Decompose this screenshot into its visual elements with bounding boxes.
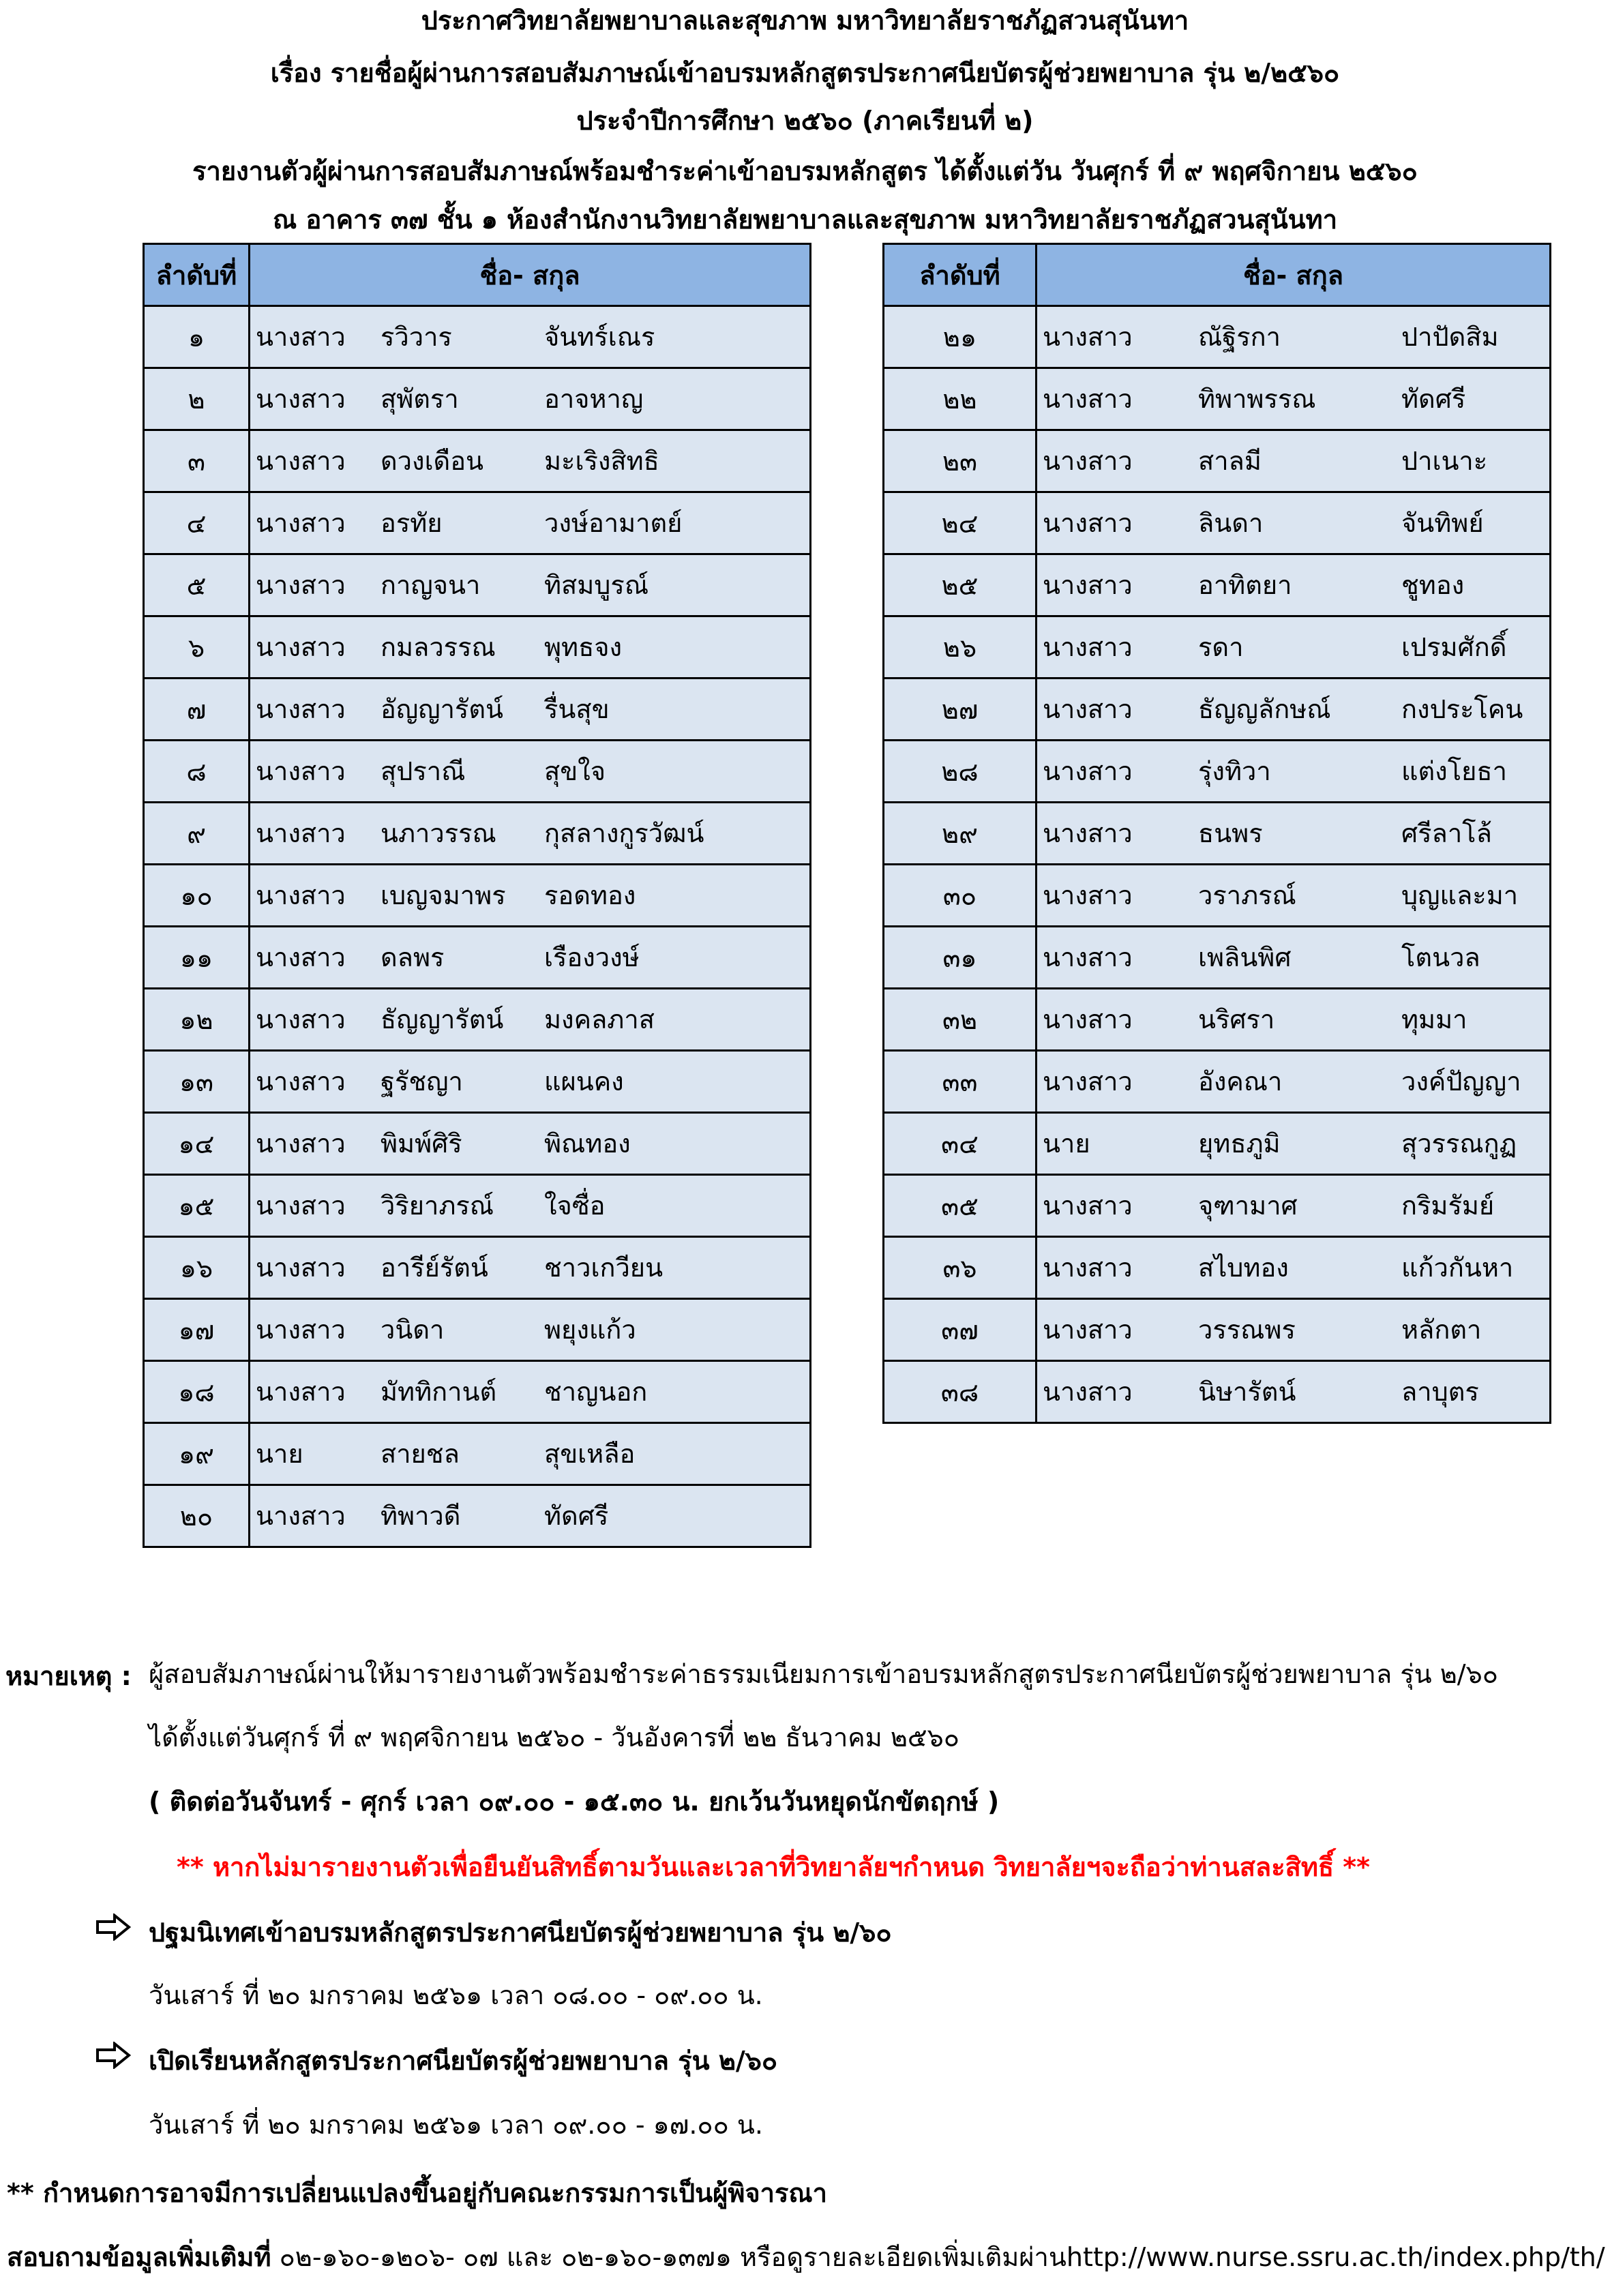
table-row (884, 1175, 1551, 1237)
table-row (144, 865, 811, 927)
first-name: รดา (1198, 632, 1244, 662)
opening-time: วันเสาร์ ที่ ๒๐ มกราคม ๒๕๖๑ เวลา ๐๙.๐๐ - ๑๗.๐๐ น. (149, 2110, 763, 2140)
first-name: ลินดา (1198, 508, 1264, 538)
name-title: นางสาว (256, 1501, 346, 1531)
first-name: เบญจมาพร (381, 880, 506, 910)
table-row (144, 554, 811, 616)
last-name: ทัดศรี (544, 1501, 609, 1531)
row-number: ๑๕ (144, 1175, 250, 1237)
first-name: ธัญญลักษณ์ (1198, 694, 1331, 724)
table-row (144, 1051, 811, 1113)
full-name-cell (250, 1051, 811, 1113)
name-title: นางสาว (256, 756, 346, 786)
row-number: ๓๒ (884, 989, 1037, 1051)
arrow-right-icon (95, 2042, 131, 2069)
name-title: นางสาว (1043, 384, 1133, 414)
name-title: นางสาว (256, 694, 346, 724)
last-name: แก้วกันหา (1401, 1253, 1514, 1283)
first-name: มัททิกานต์ (381, 1377, 497, 1407)
last-name: วงษ์อามาตย์ (544, 508, 683, 538)
name-title: นางสาว (1043, 508, 1133, 538)
name-title: นางสาว (256, 1253, 346, 1283)
first-name: รุ่งทิวา (1198, 756, 1271, 786)
opening-title: เปิดเรียนหลักสูตรประกาศนียบัตรผู้ช่วยพยาบาล รุ่น ๒/๖๐ (149, 2046, 778, 2076)
first-name: นริศรา (1198, 1004, 1275, 1034)
first-name: สาลมี (1198, 446, 1262, 476)
full-name-cell (250, 927, 811, 989)
first-name: สไบทอง (1198, 1253, 1289, 1283)
contact-label: สอบถามข้อมูลเพิ่มเติมที่ (7, 2242, 271, 2272)
name-title: นางสาว (256, 818, 346, 848)
name-title: นางสาว (1043, 632, 1133, 662)
table-row (144, 430, 811, 492)
last-name: พยุงแก้ว (544, 1315, 636, 1345)
first-name: ฐรัชญา (381, 1067, 463, 1097)
last-name: แต่งโยธา (1401, 756, 1507, 786)
table-row (144, 492, 811, 554)
first-name: ธนพร (1198, 818, 1263, 848)
name-title: นางสาว (256, 322, 346, 352)
name-title: นางสาว (256, 632, 346, 662)
name-title: นางสาว (1043, 322, 1133, 352)
first-name: นภาวรรณ (381, 818, 496, 848)
full-name-cell (1037, 679, 1551, 741)
full-name-cell (1037, 554, 1551, 616)
row-number: ๒๒ (884, 368, 1037, 430)
notes-line-2: ได้ตั้งแต่วันศุกร์ ที่ ๙ พฤศจิกายน ๒๕๖๐ - วันอังคารที่ ๒๒ ธันวาคม ๒๕๖๐ (149, 1723, 959, 1753)
last-name: เปรมศักดิ์ (1401, 632, 1507, 662)
column-header-number: ลำดับที่ (144, 244, 250, 306)
full-name-cell (250, 1361, 811, 1423)
table-row (144, 1175, 811, 1237)
full-name-cell (250, 1113, 811, 1175)
last-name: ทัดศรี (1401, 384, 1466, 414)
full-name-cell (250, 1485, 811, 1547)
first-name: อังคณา (1198, 1067, 1283, 1097)
full-name-cell (250, 803, 811, 865)
row-number: ๒ (144, 368, 250, 430)
table-row (884, 741, 1551, 803)
full-name-cell (1037, 741, 1551, 803)
last-name: บุญและมา (1401, 880, 1519, 910)
table-row (144, 989, 811, 1051)
row-number: ๑๓ (144, 1051, 250, 1113)
first-name: ณัฐิรกา (1198, 322, 1281, 352)
last-name: เรืองวงษ์ (544, 942, 640, 972)
first-name: ธัญญารัตน์ (381, 1004, 504, 1034)
last-name: สุวรรณกูฏ (1401, 1129, 1517, 1159)
table-row (884, 1051, 1551, 1113)
name-title: นาย (1043, 1129, 1090, 1159)
full-name-cell (1037, 430, 1551, 492)
last-name: ชาวเกวียน (544, 1253, 664, 1283)
row-number: ๒๑ (884, 306, 1037, 368)
row-number: ๓๓ (884, 1051, 1037, 1113)
names-table-right (882, 243, 1551, 1424)
name-title: นางสาว (256, 570, 346, 600)
last-name: วงค์ปัญญา (1401, 1067, 1521, 1097)
row-number: ๓๖ (884, 1237, 1037, 1299)
first-name: วิริยาภรณ์ (381, 1191, 494, 1221)
table-row (144, 1299, 811, 1361)
row-number: ๔ (144, 492, 250, 554)
table-row (884, 865, 1551, 927)
column-header-name: ชื่อ- สกุล (250, 244, 811, 306)
table-row (144, 306, 811, 368)
name-title: นางสาว (1043, 1253, 1133, 1283)
table-row (144, 1113, 811, 1175)
last-name: ทิสมบูรณ์ (544, 570, 649, 600)
first-name: วรรณพร (1198, 1315, 1296, 1345)
name-title: นางสาว (1043, 880, 1133, 910)
row-number: ๒๕ (884, 554, 1037, 616)
name-title: นางสาว (1043, 818, 1133, 848)
orientation-title: ปฐมนิเทศเข้าอบรมหลักสูตรประกาศนียบัตรผู้ช่วยพยาบาล รุ่น ๒/๖๐ (149, 1918, 892, 1948)
first-name: อารีย์รัตน์ (381, 1253, 488, 1283)
full-name-cell (1037, 492, 1551, 554)
table-row (144, 741, 811, 803)
full-name-cell (250, 865, 811, 927)
first-name: ยุทธภูมิ (1198, 1129, 1281, 1159)
table-row (884, 1361, 1551, 1423)
notes-contact-hours: ( ติดต่อวันจันทร์ - ศุกร์ เวลา ๐๙.๐๐ - ๑๕.๓๐ น. ยกเว้นวันหยุดนักขัตฤกษ์ ) (149, 1787, 1000, 1817)
first-name: ทิพาพรรณ (1198, 384, 1316, 414)
full-name-cell (1037, 1361, 1551, 1423)
row-number: ๒๓ (884, 430, 1037, 492)
last-name: อาจหาญ (544, 384, 644, 414)
notes-warning: ** หากไม่มารายงานตัวเพื่อยืนยันสิทธิ์ตามวันและเวลาที่วิทยาลัยฯกำหนด วิทยาลัยฯจะถือว่าท่านสละสิทธิ์ ** (177, 1852, 1371, 1882)
first-name: นิษารัตน์ (1198, 1377, 1296, 1407)
table-row (144, 1361, 811, 1423)
first-name: อัญญารัตน์ (381, 694, 503, 724)
row-number: ๑๘ (144, 1361, 250, 1423)
row-number: ๑๐ (144, 865, 250, 927)
row-number: ๕ (144, 554, 250, 616)
row-number: ๑๖ (144, 1237, 250, 1299)
name-title: นางสาว (256, 1067, 346, 1097)
first-name: ทิพาวดี (381, 1501, 461, 1531)
name-title: นางสาว (256, 1315, 346, 1345)
column-header-number: ลำดับที่ (884, 244, 1037, 306)
table-row (884, 1113, 1551, 1175)
first-name: พิมพ์ศิริ (381, 1129, 462, 1159)
name-title: นางสาว (256, 880, 346, 910)
contact-line (7, 2238, 1605, 2276)
full-name-cell (1037, 865, 1551, 927)
name-title: นางสาว (1043, 1191, 1133, 1221)
name-title: นางสาว (1043, 1315, 1133, 1345)
notes-label: หมายเหตุ : (5, 1661, 132, 1691)
last-name: กริมรัมย์ (1401, 1191, 1495, 1221)
name-title: นางสาว (1043, 446, 1133, 476)
full-name-cell (250, 1175, 811, 1237)
full-name-cell (250, 1423, 811, 1485)
table-row (884, 1299, 1551, 1361)
full-name-cell (1037, 306, 1551, 368)
full-name-cell (1037, 989, 1551, 1051)
full-name-cell (250, 430, 811, 492)
row-number: ๑๒ (144, 989, 250, 1051)
name-title: นางสาว (1043, 1067, 1133, 1097)
first-name: อาทิตยา (1198, 570, 1292, 600)
table-row (884, 803, 1551, 865)
row-number: ๓๗ (884, 1299, 1037, 1361)
row-number: ๑๑ (144, 927, 250, 989)
name-title: นางสาว (1043, 1004, 1133, 1034)
table-row (884, 989, 1551, 1051)
name-title: นางสาว (256, 384, 346, 414)
row-number: ๒๐ (144, 1485, 250, 1547)
last-name: ศรีลาโล้ (1401, 818, 1492, 848)
name-title: นางสาว (256, 1129, 346, 1159)
announcement-title: ประกาศวิทยาลัยพยาบาลและสุขภาพ มหาวิทยาลัยราชภัฏสวนสุนันทา (421, 5, 1189, 35)
first-name: ดวงเดือน (381, 446, 484, 476)
notes-line-1: ผู้สอบสัมภาษณ์ผ่านให้มารายงานตัวพร้อมชำระค่าธรรมเนียมการเข้าอบรมหลักสูตรประกาศนียบัตรผู้ช่วยพยาบาล รุ่น ๒/๖๐ (149, 1659, 1498, 1689)
full-name-cell (250, 492, 811, 554)
last-name: พิณทอง (544, 1129, 631, 1159)
full-name-cell (250, 616, 811, 679)
arrow-right-icon (95, 1913, 131, 1941)
last-name: รื่นสุข (544, 694, 610, 724)
name-title: นางสาว (1043, 942, 1133, 972)
last-name: มงคลภาส (544, 1004, 655, 1034)
full-name-cell (250, 1299, 811, 1361)
last-name: ชาญนอก (544, 1377, 648, 1407)
full-name-cell (250, 679, 811, 741)
name-title: นางสาว (256, 508, 346, 538)
first-name: กาญจนา (381, 570, 481, 600)
last-name: มะเริงสิทธิ (544, 446, 659, 476)
last-name: โตนวล (1401, 942, 1480, 972)
report-date-line: รายงานตัวผู้ผ่านการสอบสัมภาษณ์พร้อมชำระค่าเข้าอบรมหลักสูตร ได้ตั้งแต่วัน วันศุกร์ ที่ ๙ พฤศจิกายน ๒๕๖๐ (192, 156, 1418, 186)
row-number: ๒๖ (884, 616, 1037, 679)
table-row (884, 927, 1551, 989)
first-name: จุฑามาศ (1198, 1191, 1298, 1221)
row-number: ๑๗ (144, 1299, 250, 1361)
full-name-cell (1037, 1113, 1551, 1175)
row-number: ๑ (144, 306, 250, 368)
column-header-name: ชื่อ- สกุล (1037, 244, 1551, 306)
table-row (884, 1237, 1551, 1299)
full-name-cell (1037, 616, 1551, 679)
first-name: อรทัย (381, 508, 443, 538)
last-name: รอดทอง (544, 880, 636, 910)
orientation-time: วันเสาร์ ที่ ๒๐ มกราคม ๒๕๖๑ เวลา ๐๘.๐๐ - ๐๙.๐๐ น. (149, 1980, 763, 2010)
last-name: ปาเนาะ (1401, 446, 1488, 476)
full-name-cell (250, 741, 811, 803)
table-row (884, 616, 1551, 679)
row-number: ๗ (144, 679, 250, 741)
full-name-cell (250, 368, 811, 430)
last-name: สุขใจ (544, 756, 606, 786)
names-table-left (143, 243, 811, 1548)
name-title: นางสาว (256, 1191, 346, 1221)
name-title: นางสาว (1043, 756, 1133, 786)
first-name: เพลินพิศ (1198, 942, 1292, 972)
first-name: วราภรณ์ (1198, 880, 1296, 910)
row-number: ๓๕ (884, 1175, 1037, 1237)
row-number: ๑๔ (144, 1113, 250, 1175)
first-name: สายชล (381, 1439, 460, 1469)
first-name: กมลวรรณ (381, 632, 496, 662)
last-name: สุขเหลือ (544, 1439, 636, 1469)
full-name-cell (250, 554, 811, 616)
last-name: ชูทอง (1401, 570, 1465, 600)
full-name-cell (1037, 927, 1551, 989)
table-row (144, 616, 811, 679)
last-name: ลาบุตร (1401, 1377, 1479, 1407)
last-name: ปาปัดสิม (1401, 322, 1499, 352)
name-title: นางสาว (256, 446, 346, 476)
name-title: นางสาว (256, 942, 346, 972)
full-name-cell (1037, 368, 1551, 430)
row-number: ๓๐ (884, 865, 1037, 927)
first-name: สุพัตรา (381, 384, 459, 414)
full-name-cell (1037, 803, 1551, 865)
last-name: ใจซื่อ (544, 1191, 606, 1221)
table-row (884, 368, 1551, 430)
name-title: นาย (256, 1439, 303, 1469)
table-row (144, 1485, 811, 1547)
full-name-cell (1037, 1237, 1551, 1299)
table-row (144, 679, 811, 741)
full-name-cell (1037, 1299, 1551, 1361)
name-title: นางสาว (1043, 694, 1133, 724)
full-name-cell (250, 1237, 811, 1299)
row-number: ๓ (144, 430, 250, 492)
full-name-cell (250, 989, 811, 1051)
row-number: ๑๙ (144, 1423, 250, 1485)
table-row (144, 368, 811, 430)
table-row (144, 927, 811, 989)
name-title: นางสาว (256, 1377, 346, 1407)
last-name: กุสลางกูรวัฒน์ (544, 818, 704, 848)
academic-year: ประจำปีการศึกษา ๒๕๖๐ (ภาคเรียนที่ ๒) (576, 106, 1034, 136)
contact-details: ๐๒-๑๖๐-๑๒๐๖- ๐๗ และ ๐๒-๑๖๐-๑๓๗๑ หรือดูรายละเอียดเพิ่มเติมผ่านhttp://www.nurse.ssru.ac.th/index.php/th/ (271, 2242, 1605, 2272)
last-name: จันทร์เณร (544, 322, 655, 352)
schedule-change-note: ** กำหนดการอาจมีการเปลี่ยนแปลงขึ้นอยู่กับคณะกรรมการเป็นผู้พิจารณา (7, 2178, 827, 2208)
location-line: ณ อาคาร ๓๗ ชั้น ๑ ห้องสำนักงานวิทยาลัยพยาบาลและสุขภาพ มหาวิทยาลัยราชภัฏสวนสุนันทา (272, 205, 1338, 235)
name-title: นางสาว (1043, 1377, 1133, 1407)
last-name: พุทธจง (544, 632, 623, 662)
full-name-cell (1037, 1175, 1551, 1237)
table-row (884, 554, 1551, 616)
last-name: กงประโคน (1401, 694, 1523, 724)
row-number: ๓๑ (884, 927, 1037, 989)
first-name: ดลพร (381, 942, 445, 972)
last-name: แผนคง (544, 1067, 624, 1097)
table-row (144, 803, 811, 865)
table-row (884, 679, 1551, 741)
row-number: ๓๘ (884, 1361, 1037, 1423)
last-name: ทุมมา (1401, 1004, 1467, 1034)
name-title: นางสาว (1043, 570, 1133, 600)
row-number: ๓๔ (884, 1113, 1037, 1175)
row-number: ๒๔ (884, 492, 1037, 554)
row-number: ๒๙ (884, 803, 1037, 865)
name-title: นางสาว (256, 1004, 346, 1034)
table-row (144, 1237, 811, 1299)
row-number: ๒๘ (884, 741, 1037, 803)
table-row (884, 306, 1551, 368)
announcement-subject: เรื่อง รายชื่อผู้ผ่านการสอบสัมภาษณ์เข้าอบรมหลักสูตรประกาศนียบัตรผู้ช่วยพยาบาล รุ่น ๒/๒๕๖๐ (270, 58, 1340, 88)
last-name: จันทิพย์ (1401, 508, 1484, 538)
table-row (144, 1423, 811, 1485)
table-row (884, 430, 1551, 492)
first-name: วนิดา (381, 1315, 445, 1345)
last-name: หลักตา (1401, 1315, 1482, 1345)
row-number: ๘ (144, 741, 250, 803)
row-number: ๙ (144, 803, 250, 865)
row-number: ๖ (144, 616, 250, 679)
table-header-row (144, 244, 811, 306)
table-header-row (884, 244, 1551, 306)
full-name-cell (250, 306, 811, 368)
table-row (884, 492, 1551, 554)
full-name-cell (1037, 1051, 1551, 1113)
row-number: ๒๗ (884, 679, 1037, 741)
first-name: สุปราณี (381, 756, 466, 786)
first-name: รวิวาร (381, 322, 452, 352)
